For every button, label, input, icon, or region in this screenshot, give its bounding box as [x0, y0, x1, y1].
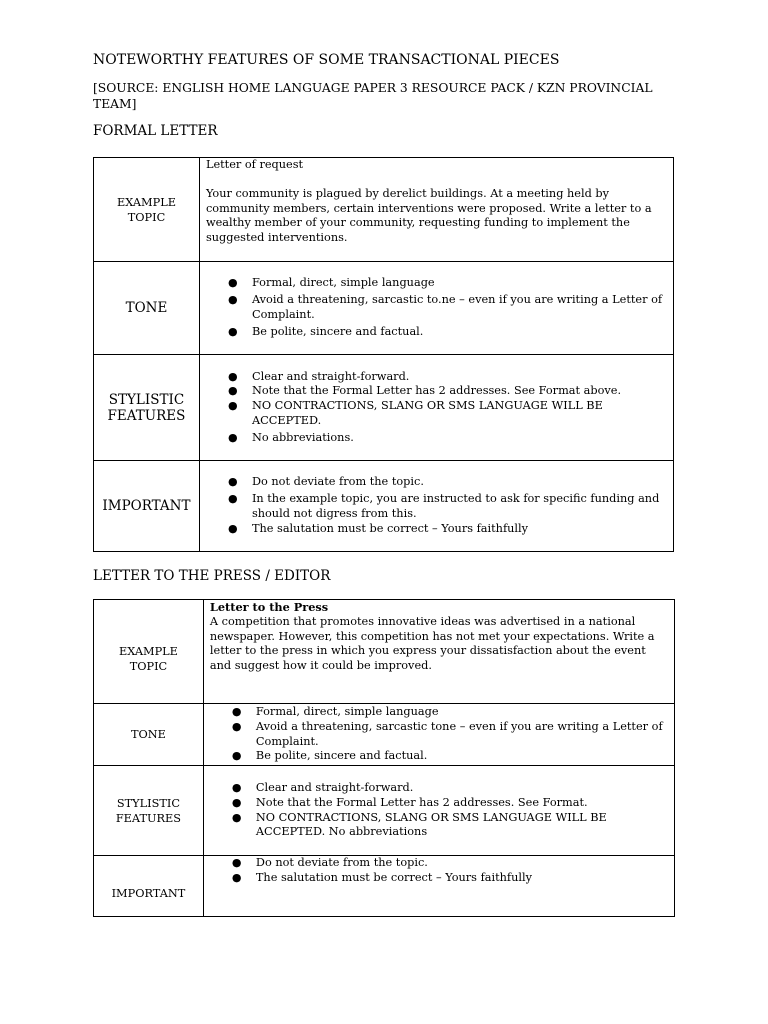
table-row-stylistic-features — [94, 355, 674, 461]
section-heading-letter-to-press: LETTER TO THE PRESS / EDITOR — [93, 568, 331, 584]
bullet-list — [206, 475, 667, 536]
row-label-cell — [94, 704, 204, 766]
bullet-list — [210, 705, 668, 764]
list-item: ● Formal, direct, simple language — [227, 276, 435, 290]
table-row-important — [94, 461, 674, 552]
row-label-cell — [94, 355, 200, 461]
list-item: ● Do not deviate from the topic. — [231, 856, 428, 869]
list-item: ● Avoid a threatening, sarcastic tone – even if you are writing a Letter of Complaint. — [231, 719, 663, 748]
list-item: ● NO CONTRACTIONS, SLANG OR SMS LANGUAGE WILL BE ACCEPTED. — [227, 399, 603, 427]
row-label-cell — [94, 262, 200, 355]
list-item: ● Avoid a threatening, sarcastic to.ne – even if you are writing a Letter of Complaint. — [227, 293, 663, 321]
table-row-tone — [94, 704, 675, 766]
row-label-example: EXAMPLE — [116, 195, 176, 209]
list-item: ● No abbreviations. — [227, 430, 354, 444]
bullet-list — [210, 781, 668, 840]
row-content-cell — [199, 158, 673, 262]
list-item: ● The salutation must be correct – Yours faithfully — [231, 870, 532, 884]
list-item: ● Note that the Formal Letter has 2 addresses. See Format above. — [227, 384, 622, 398]
row-label-cell — [94, 856, 204, 917]
example-text: Your community is plagued by derelict buildings. At a meeting held by community members, certain interventions were proposed. Write a letter to a wealthy member of your community, requesting funding to implement the suggested interventions. — [205, 186, 652, 245]
press-letter-table — [93, 599, 675, 917]
table-row-example-topic — [94, 600, 675, 704]
row-label-cell — [94, 600, 204, 704]
row-content-cell — [203, 600, 674, 704]
list-item: ● Clear and straight-forward. — [227, 369, 410, 383]
row-content-cell — [203, 856, 674, 917]
example-text: A competition that promotes innovative ideas was advertised in a national newspaper. However, this competition has not met your expectations. Write a letter to the press in which you express your dissatisfaction about the event and suggest how it could be improved. — [209, 614, 655, 673]
row-label-topic: TOPIC — [127, 210, 166, 224]
row-label-stylistic: STYLISTIC — [108, 391, 185, 408]
list-item: ● Be polite, sincere and factual. — [227, 324, 424, 338]
list-item: ● In the example topic, you are instructed to ask for specific funding and should not digress from this. — [227, 492, 660, 520]
list-item: ● Clear and straight-forward. — [231, 780, 414, 794]
example-subtitle: Letter of request — [205, 158, 304, 171]
row-label-tone: TONE — [130, 728, 166, 741]
table-row-example-topic — [94, 158, 674, 262]
formal-letter-table — [93, 157, 674, 552]
row-label-important: IMPORTANT — [111, 886, 186, 900]
list-item: ● Be polite, sincere and factual. — [231, 749, 428, 763]
row-content-cell — [199, 461, 673, 552]
example-subtitle: Letter to the Press — [209, 600, 329, 614]
bullet-list — [206, 276, 667, 339]
bullet-list — [206, 370, 667, 446]
list-item: ● NO CONTRACTIONS, SLANG OR SMS LANGUAGE WILL BE ACCEPTED. No abbreviations — [231, 810, 607, 839]
row-content-cell — [203, 704, 674, 766]
row-label-cell — [94, 766, 204, 856]
list-item: ● Formal, direct, simple language — [231, 704, 439, 718]
source-note: [SOURCE: ENGLISH HOME LANGUAGE PAPER 3 RESOURCE PACK / KZN PROVINCIAL TEAM] — [93, 81, 653, 111]
row-label-cell — [94, 158, 200, 262]
row-content-cell — [199, 262, 673, 355]
page-title: NOTEWORTHY FEATURES OF SOME TRANSACTIONAL PIECES — [93, 52, 560, 68]
section-heading-formal-letter: FORMAL LETTER — [93, 123, 218, 139]
list-item: ● The salutation must be correct – Yours faithfully — [227, 521, 529, 535]
row-label-topic: TOPIC — [129, 659, 168, 673]
row-label-important: IMPORTANT — [102, 498, 191, 514]
row-content-cell — [199, 355, 673, 461]
row-content-cell — [203, 766, 674, 856]
row-label-tone: TONE — [125, 300, 168, 316]
table-row-important — [94, 856, 675, 917]
row-label-features: FEATURES — [115, 811, 182, 825]
row-label-example: EXAMPLE — [118, 644, 178, 658]
row-label-features: FEATURES — [107, 407, 186, 424]
list-item: ● Do not deviate from the topic. — [227, 475, 424, 489]
table-row-tone — [94, 262, 674, 355]
list-item: ● Note that the Formal Letter has 2 addresses. See Format. — [231, 795, 588, 809]
bullet-list — [210, 856, 668, 886]
row-label-stylistic: STYLISTIC — [116, 796, 180, 810]
row-label-cell — [94, 461, 200, 552]
table-row-stylistic-features — [94, 766, 675, 856]
